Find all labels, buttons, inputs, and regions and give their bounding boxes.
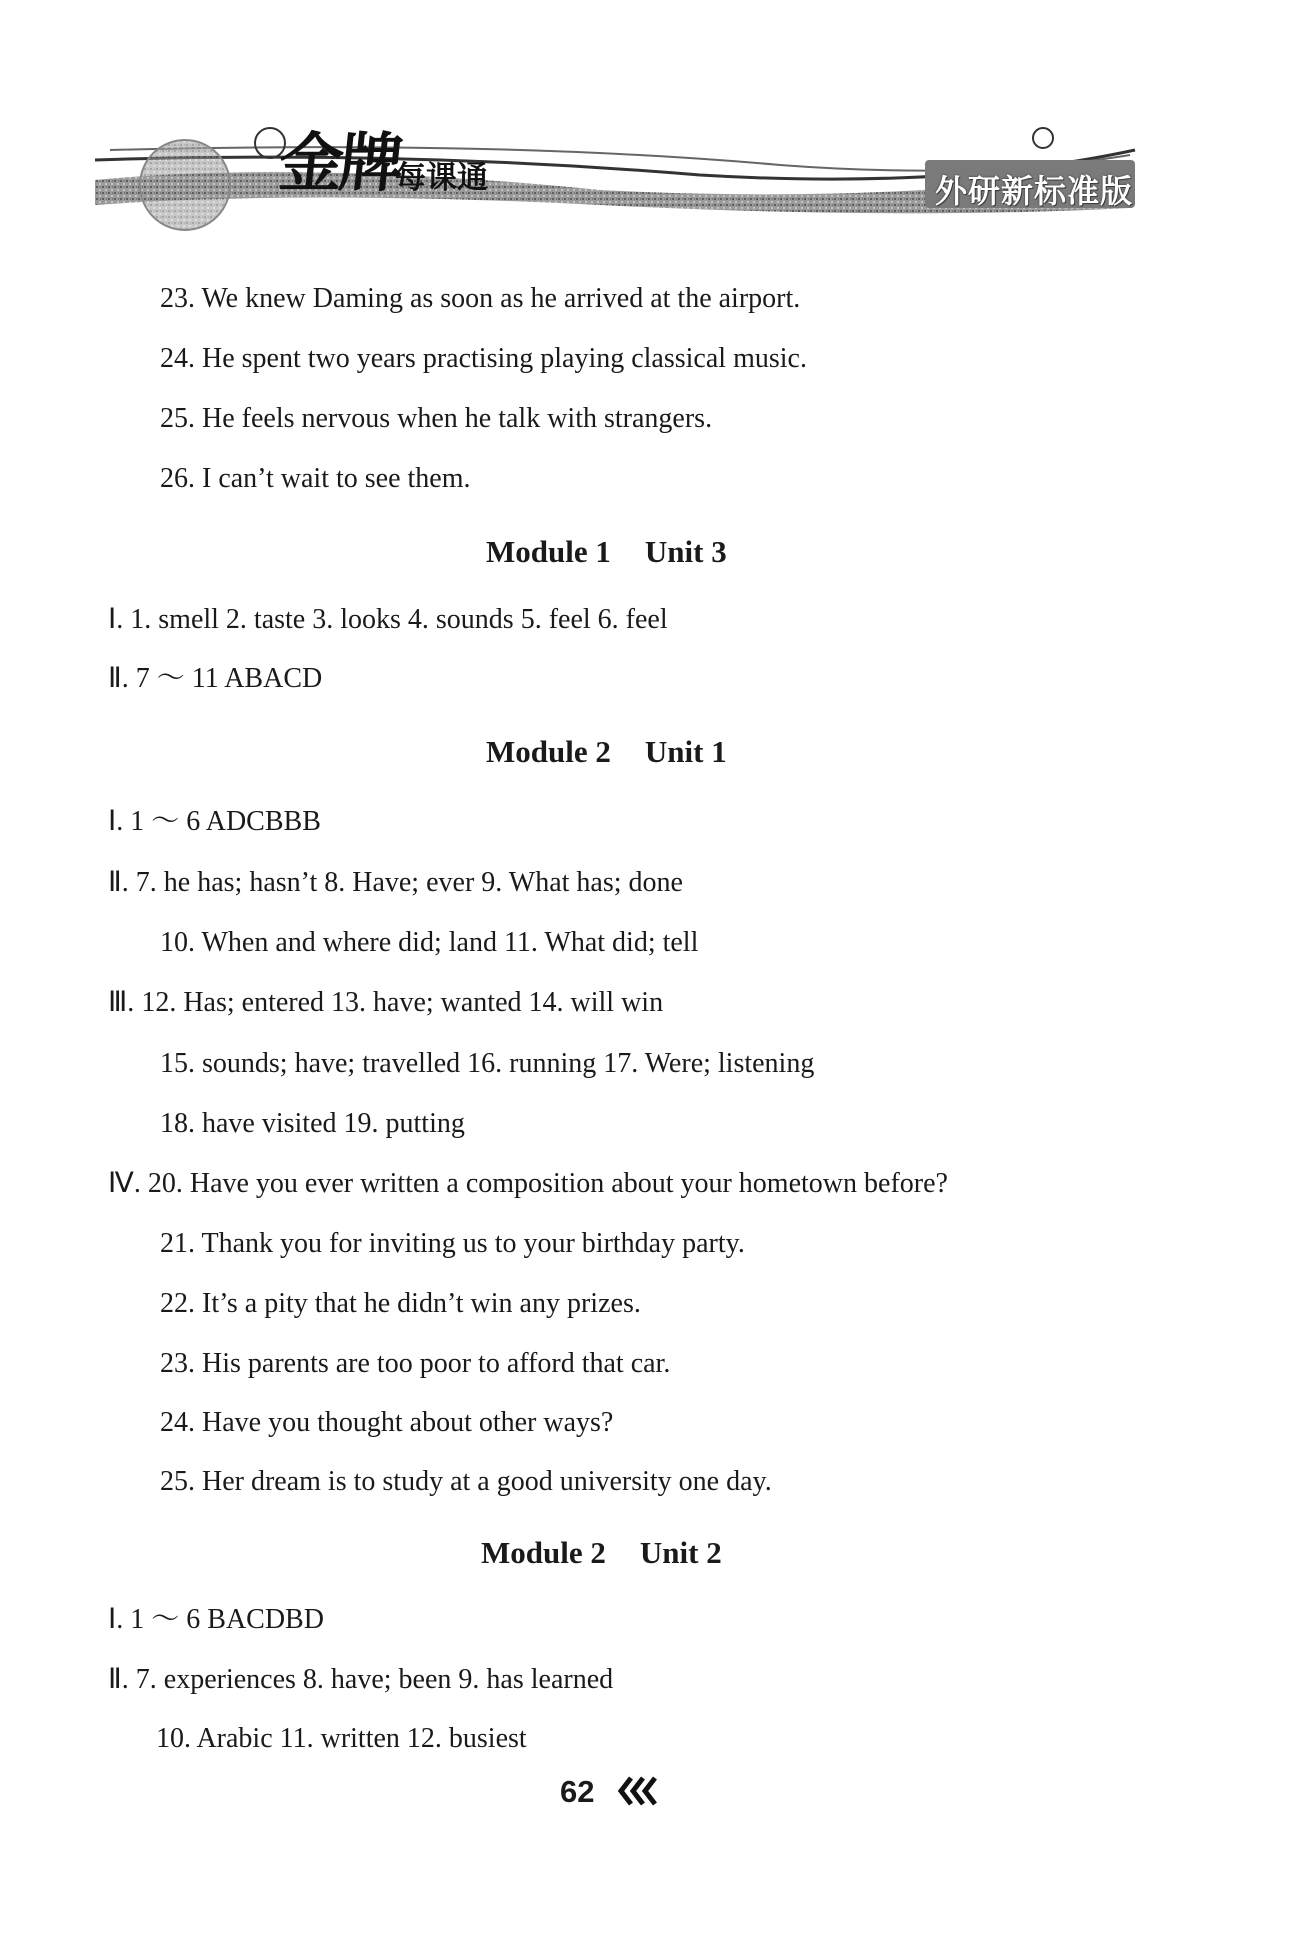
triple-chevron-left-icon xyxy=(617,1774,661,1808)
unit-label: Unit 3 xyxy=(644,534,727,569)
edition-label: 外研新标准版 xyxy=(935,172,1134,210)
answer-text: 1. smell 2. taste 3. looks 4. sounds 5. feel 6. feel xyxy=(130,604,668,635)
answer-text: 12. Has; entered 13. have; wanted 14. will win xyxy=(141,987,664,1018)
answer-line: 26. I can’t wait to see them. xyxy=(160,463,471,494)
unit-label: Unit 2 xyxy=(639,1535,722,1570)
answer-line: 24. He spent two years practising playing classical music. xyxy=(160,343,807,374)
answer-line: 24. Have you thought about other ways? xyxy=(160,1407,614,1438)
answer-line xyxy=(108,662,322,696)
roman-numeral: Ⅳ. xyxy=(108,1168,141,1199)
answer-text: 7. he has; hasn’t 8. Have; ever 9. What has; done xyxy=(135,867,683,898)
answer-line: 23. His parents are too poor to afford that car. xyxy=(160,1348,671,1379)
answer-line xyxy=(108,1167,948,1201)
module-label: Module 1 xyxy=(486,534,611,569)
page-header-banner xyxy=(0,0,1300,240)
unit-label: Unit 1 xyxy=(644,734,727,769)
brand-logo-text: 金牌 xyxy=(275,126,404,201)
page-number: 62 xyxy=(560,1774,595,1809)
answer-line: 10. When and where did; land 11. What did; tell xyxy=(160,927,699,958)
answer-line: 18. have visited 19. putting xyxy=(160,1108,465,1139)
section-heading xyxy=(486,734,727,770)
answer-text: 1 ～ 6 BACDBD xyxy=(130,1604,324,1635)
roman-numeral: Ⅰ. xyxy=(108,1604,124,1635)
answer-text: 7. experiences 8. have; been 9. has learned xyxy=(135,1664,614,1695)
answer-line xyxy=(108,1603,324,1637)
section-heading xyxy=(486,534,727,570)
answer-line xyxy=(108,805,321,839)
module-label: Module 2 xyxy=(486,734,611,769)
answer-line: 21. Thank you for inviting us to your birthday party. xyxy=(160,1228,745,1259)
roman-numeral: Ⅱ. xyxy=(108,867,129,898)
answer-line xyxy=(108,866,683,900)
roman-numeral: Ⅱ. xyxy=(108,663,129,694)
answer-line xyxy=(108,986,663,1020)
answer-text: 7 ～ 11 ABACD xyxy=(135,663,323,694)
roman-numeral: Ⅲ. xyxy=(108,987,135,1018)
answer-text: 20. Have you ever written a composition about your hometown before? xyxy=(147,1168,948,1199)
roman-numeral: Ⅱ. xyxy=(108,1664,129,1695)
brand-subtitle: 每课通 xyxy=(395,160,488,196)
answer-line: 10. Arabic 11. written 12. busiest xyxy=(156,1723,527,1754)
answer-line: 25. He feels nervous when he talk with strangers. xyxy=(160,403,713,434)
answer-line: 25. Her dream is to study at a good university one day. xyxy=(160,1466,772,1497)
answer-line: 23. We knew Daming as soon as he arrived at the airport. xyxy=(160,283,801,314)
answer-line: 15. sounds; have; travelled 16. running 17. Were; listening xyxy=(160,1048,815,1079)
answer-line xyxy=(108,1663,613,1697)
answer-line xyxy=(108,603,668,637)
section-heading xyxy=(481,1535,722,1571)
answer-text: 1 ～ 6 ADCBBB xyxy=(130,806,321,837)
module-label: Module 2 xyxy=(481,1535,606,1570)
roman-numeral: Ⅰ. xyxy=(108,604,124,635)
roman-numeral: Ⅰ. xyxy=(108,806,124,837)
answer-line: 22. It’s a pity that he didn’t win any prizes. xyxy=(160,1288,641,1319)
